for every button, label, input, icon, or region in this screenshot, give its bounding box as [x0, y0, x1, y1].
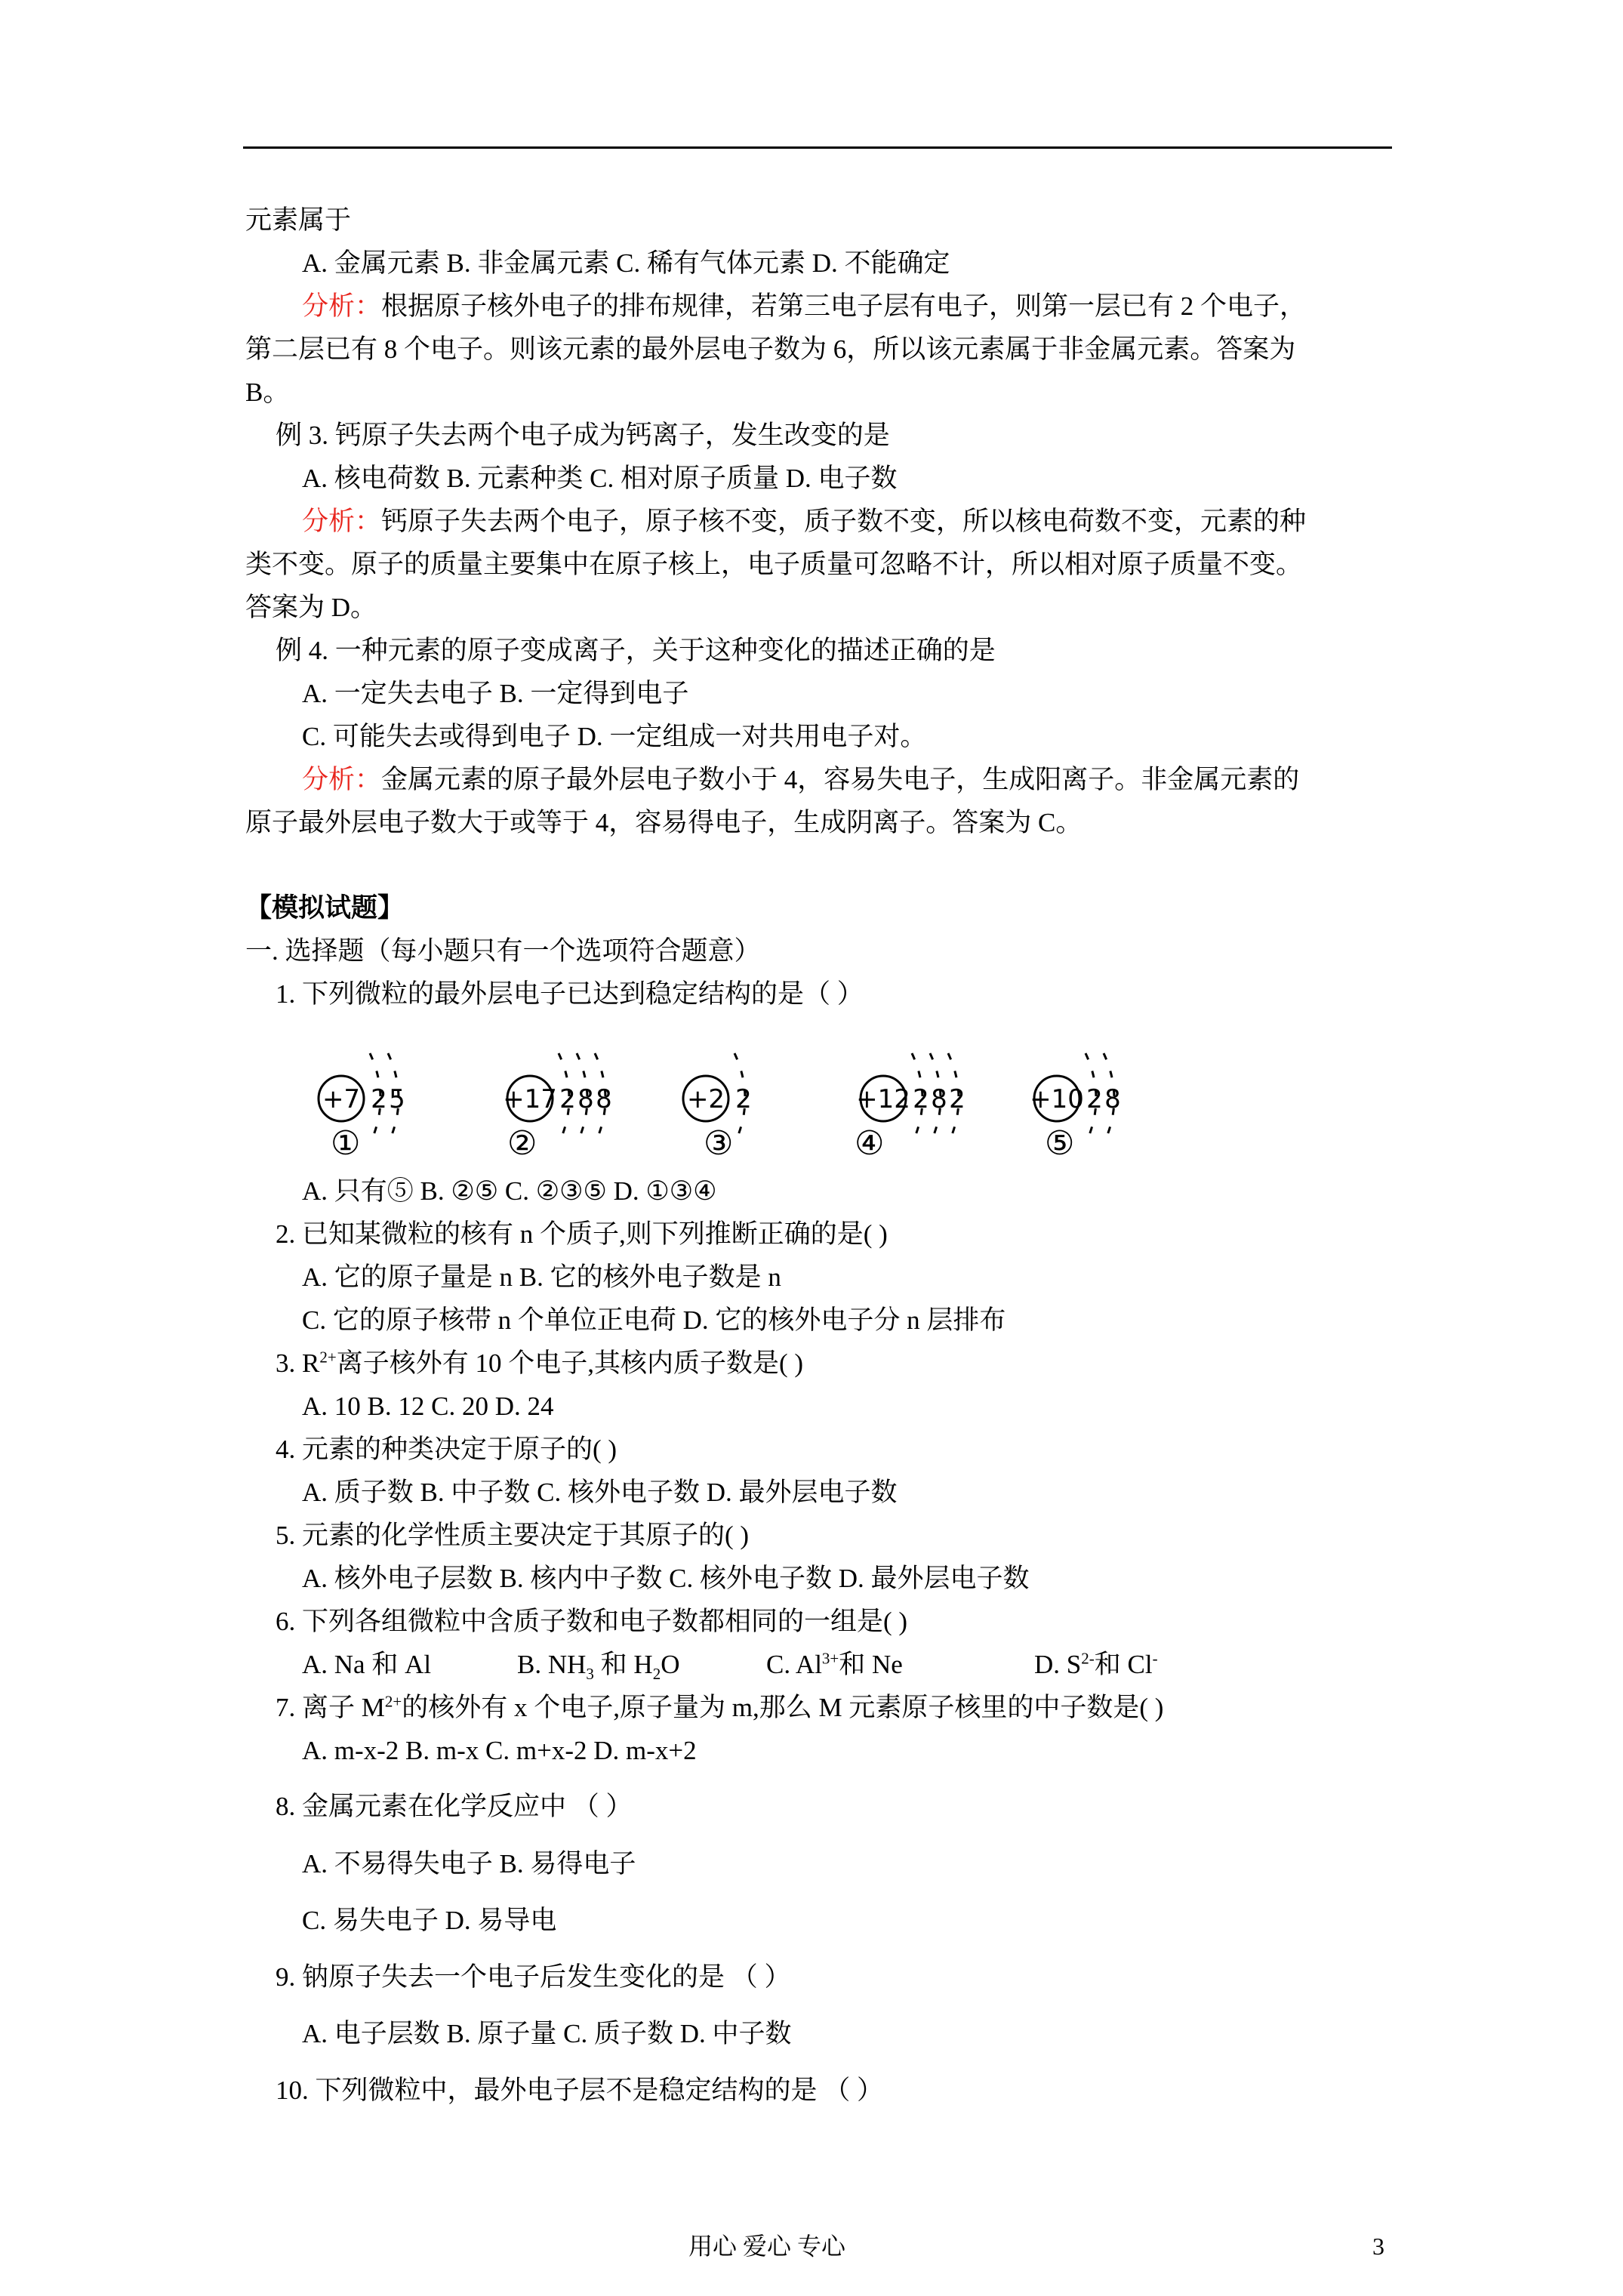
shell-electron-count: 2	[949, 1084, 965, 1114]
line-text: A. 核外电子层数 B. 核内中子数 C. 核外电子数 D. 最外层电子数	[302, 1564, 1030, 1593]
line-text: 的核外有 x 个电子,原子量为 m,那么 M 元素原子核里的中子数是( )	[402, 1693, 1164, 1722]
text-line	[245, 376, 289, 409]
nucleus-charge: +2	[686, 1084, 725, 1114]
text-line	[276, 634, 996, 667]
text-line	[302, 290, 1306, 323]
ion-charge: 2+	[319, 1348, 337, 1367]
line-text: 2. 已知某微粒的核有 n 个质子,则下列推断正确的是( )	[276, 1219, 888, 1249]
line-text: A. 核电荷数 B. 元素种类 C. 相对原子质量 D. 电子数	[302, 464, 898, 493]
text-line	[245, 548, 1302, 581]
text-line	[302, 505, 1306, 538]
shell-electron-count: 8	[577, 1084, 594, 1114]
q6-option-d: D. $S^{2-}$和 Cl-	[1034, 1649, 1158, 1679]
text-line	[302, 1734, 697, 1767]
shell-electron-count: 2	[735, 1084, 752, 1114]
atom-label: ④	[855, 1125, 885, 1162]
atom-label: ⑤	[1045, 1125, 1075, 1162]
analysis-label: 分析：	[302, 765, 382, 794]
text-line	[302, 720, 926, 754]
line-text: 原子最外层电子数大于或等于 4，容易得电子，生成阴离子。答案为 C。	[245, 808, 1083, 837]
text-line	[302, 1175, 717, 1208]
text-line	[245, 204, 351, 237]
analysis-label: 分析：	[302, 291, 382, 321]
line-text: 第二层已有 8 个电子。则该元素的最外层电子数为 6，所以该元素属于非金属元素。答案为	[245, 334, 1296, 364]
line-text: C. 它的原子核带 n 个单位正电荷 D. 它的核外电子分 n 层排布	[302, 1305, 1006, 1335]
line-text: 金属元素的原子最外层电子数小于 4，容易失电子，生成阳离子。非金属元素的	[381, 765, 1300, 794]
text-line	[276, 2074, 883, 2107]
nucleus-charge: +10	[1030, 1084, 1084, 1114]
text-line	[302, 1261, 781, 1294]
line-text: A. 金属元素 B. 非金属元素 C. 稀有气体元素 D. 不能确定	[302, 248, 950, 278]
nucleus-charge: +17	[503, 1084, 557, 1114]
q6-option-a: A. Na 和 Al	[302, 1650, 432, 1679]
text-line	[302, 462, 898, 495]
text-line	[245, 892, 404, 925]
line-text: 一. 选择题（每小题只有一个选项符合题意）	[245, 936, 761, 966]
text-line	[302, 1848, 636, 1881]
line-text: 离子核外有 10 个电子,其核内质子数是( )	[336, 1348, 804, 1378]
shell-electron-count: 2	[371, 1084, 387, 1114]
text-line	[276, 978, 864, 1011]
text-line	[276, 1961, 791, 1994]
line-text: 类不变。原子的质量主要集中在原子核上，电子质量可忽略不计，所以相对原子质量不变。	[245, 550, 1303, 579]
text-line	[276, 1347, 803, 1380]
text-line	[302, 763, 1299, 797]
header-rule	[243, 146, 1392, 149]
line-prefix: 3. R	[276, 1348, 320, 1378]
page-number: 3	[1372, 2233, 1384, 2260]
q6-option-c: C. $Al^{3+}$和 Ne	[766, 1649, 903, 1679]
line-text: 1. 下列微粒的最外层电子已达到稳定结构的是（ ）	[276, 979, 864, 1009]
text-line	[302, 677, 688, 710]
atom-label: ①	[331, 1125, 361, 1162]
footer-motto: 用心 爱心 专心	[688, 2233, 846, 2260]
line-text: 例 4. 一种元素的原子变成离子，关于这种变化的描述正确的是	[276, 636, 996, 665]
line-text: A. 10 B. 12 C. 20 D. 24	[302, 1391, 554, 1421]
line-text: 8. 金属元素在化学反应中 （ ）	[276, 1792, 633, 1821]
line-text: 5. 元素的化学性质主要决定于其原子的( )	[276, 1521, 750, 1550]
text-line	[302, 1476, 898, 1509]
text-line	[276, 1605, 907, 1638]
shell-electron-count: 8	[931, 1084, 947, 1114]
line-text: 钙原子失去两个电子，原子核不变，质子数不变，所以核电荷数不变，元素的种	[381, 507, 1307, 536]
text-line	[302, 1390, 554, 1423]
text-line	[302, 1904, 556, 1937]
text-line	[276, 1691, 1163, 1724]
text-line	[302, 247, 950, 280]
text-line	[245, 591, 377, 624]
line-text: C. 可能失去或得到电子 D. 一定组成一对共用电子对。	[302, 722, 927, 751]
line-text: 6. 下列各组微粒中含质子数和电子数都相同的一组是( )	[276, 1607, 908, 1636]
nucleus-charge: +7	[322, 1084, 361, 1114]
line-text: A. 它的原子量是 n B. 它的核外电子数是 n	[302, 1262, 781, 1292]
text-line	[302, 1562, 1030, 1595]
ion-charge: 2+	[384, 1692, 402, 1711]
text-line	[276, 419, 890, 452]
line-text: A. m-x-2 B. m-x C. m+x-2 D. m-x+2	[302, 1736, 697, 1765]
q6-option-b: B. $NH_3$ 和 $H_2O$	[517, 1650, 680, 1683]
line-text: 9. 钠原子失去一个电子后发生变化的是 （ ）	[276, 1962, 791, 1992]
analysis-label: 分析：	[302, 507, 382, 536]
text-line	[276, 1519, 749, 1552]
text-line	[276, 1218, 888, 1251]
line-text: A. 质子数 B. 中子数 C. 核外电子数 D. 最外层电子数	[302, 1478, 898, 1507]
line-text: 例 3. 钙原子失去两个电子成为钙离子，发生改变的是	[276, 421, 890, 450]
line-text: A. 不易得失电子 B. 易得电子	[302, 1849, 636, 1878]
shell-electron-count: 2	[913, 1084, 929, 1114]
shell-electron-count: 5	[389, 1084, 405, 1114]
line-text: 元素属于	[245, 205, 352, 235]
shell-electron-count: 2	[1086, 1084, 1103, 1114]
text-line	[245, 806, 1082, 840]
shell-electron-count: 8	[596, 1084, 612, 1114]
text-line	[276, 1433, 617, 1466]
atom-label: ③	[704, 1125, 734, 1162]
shell-electron-count: 2	[559, 1084, 576, 1114]
text-line	[245, 935, 761, 968]
atom-diagram	[1030, 1053, 1121, 1144]
text-line	[302, 1304, 1006, 1337]
line-text: A. 一定失去电子 B. 一定得到电子	[302, 679, 689, 708]
line-text: 4. 元素的种类决定于原子的( )	[276, 1435, 617, 1464]
line-text: A. 只有⑤ B. ②⑤ C. ②③⑤ D. ①③④	[302, 1176, 717, 1206]
line-text: B。	[245, 378, 290, 407]
shell-electron-count: 8	[1104, 1084, 1121, 1114]
text-line	[302, 2017, 792, 2051]
line-text: A. 电子层数 B. 原子量 C. 质子数 D. 中子数	[302, 2019, 792, 2048]
line-prefix: 7. 离子 M	[276, 1693, 385, 1722]
text-line	[245, 333, 1295, 366]
line-text: 【模拟试题】	[245, 893, 405, 923]
atom-label: ②	[507, 1125, 537, 1162]
line-text: 根据原子核外电子的排布规律，若第三电子层有电子，则第一层已有 2 个电子，	[381, 291, 1307, 321]
text-line	[276, 1790, 633, 1823]
nucleus-charge: +12	[856, 1084, 910, 1114]
line-text: 答案为 D。	[245, 593, 377, 622]
line-text: 10. 下列微粒中，最外电子层不是稳定结构的是 （ ）	[276, 2076, 884, 2105]
line-text: C. 易失电子 D. 易导电	[302, 1906, 557, 1935]
